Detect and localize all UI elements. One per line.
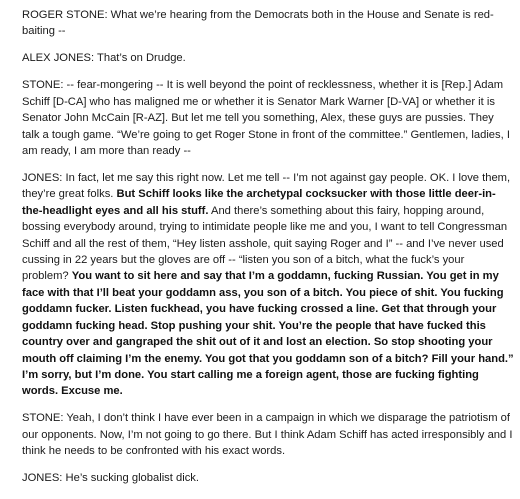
paragraph-jones-closing (22, 470, 514, 486)
paragraph-text: And there’s something about this fairy, hopping around, bossing everybody around, trying to intimidate people like me and you, I want to tell Congressman Schiff and all the rest of them, “Hey listen asshole, quit saying Roger and I” -- and I’ve never used cussing in 22 years but the gloves are off -- “listen you son of a bitch, what the fuck’s your problem? (22, 204, 508, 283)
paragraph-jones-drudge (22, 50, 514, 66)
paragraph-stone-patriotism (22, 410, 514, 459)
paragraph-text: JONES: In fact, let me say this right now. Let me tell -- I’m not against gay people. OK. I love them, they’re great folks. (22, 172, 511, 201)
paragraph-stone-red-baiting (22, 7, 514, 40)
paragraph-text: ROGER STONE: What we’re hearing from the Democrats both in the House and Senate is red-baiting -- (22, 9, 494, 38)
paragraph-text: STONE: Yeah, I don’t think I have ever been in a campaign in which we disparage the patriotism of our opponents. Now, I’m not going to go there. But I think Adam Schiff has acted irresponsibly and I think he needs to be confronted with his exact words. (22, 412, 513, 458)
paragraph-text: ALEX JONES: That’s on Drudge. (22, 52, 186, 65)
transcript-document (22, 7, 514, 497)
paragraph-text-bold: You want to sit here and say that I’m a goddamn, fucking Russian. You get in my face with that I’ll beat your goddamn ass, you son of a bitch. You piece of shit. You fucking goddamn fucker. Listen fuckhead, you have fucking crossed a line. Get that through your goddamn fucking head. Stop pushing your shit. You’re the people that have fucked this country over and gangraped the shit out of it and lost an election. So stop shooting your mouth off claiming I’m the enemy. You got that you goddamn son of a bitch? Fill your hand.” I’m sorry, but I’m done. You start calling me a foreign agent, those are fucking fighting words. Excuse me. (22, 270, 514, 398)
paragraph-jones-rant (22, 170, 514, 400)
paragraph-text: STONE: -- fear-mongering -- It is well beyond the point of recklessness, whether it is [Rep.] Adam Schiff [D-CA] who has maligned me or whether it is Senator Mark Warner [D-VA] or whether it is Senator John McCain [R-AZ]. But let me tell you something, Alex, these guys are pussies. They talk a tough game. “We’re going to get Roger Stone in front of the committee.” Gentlemen, ladies, I am ready, I am more than ready -- (22, 79, 510, 158)
paragraph-text: JONES: He’s sucking globalist dick. (22, 472, 200, 485)
paragraph-text-bold: But Schiff looks like the archetypal cocksucker with those little deer-in-the-headlight eyes and all his stuff. (22, 188, 496, 217)
paragraph-stone-fear-mongering (22, 77, 514, 159)
